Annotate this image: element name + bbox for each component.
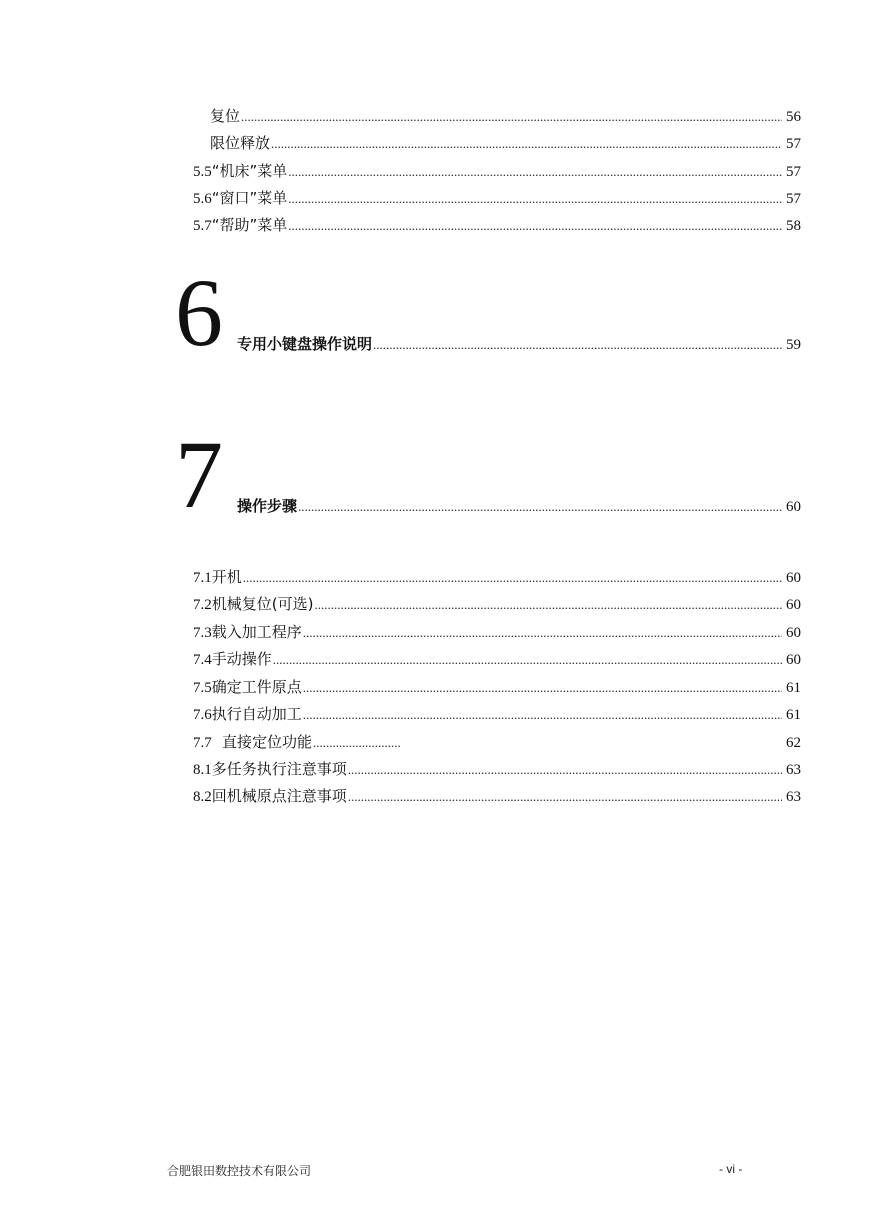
leader-dots <box>298 496 782 518</box>
toc-entry-title: 确定工件原点 <box>211 678 302 696</box>
toc-entry-number: 5.5 <box>193 164 212 180</box>
toc-entry-title: 机械复位(可选) <box>211 595 314 613</box>
toc-entry-number: 7.1 <box>193 570 212 586</box>
leader-dots <box>243 567 782 589</box>
toc-entry-title: 回机械原点注意事项 <box>211 787 347 805</box>
toc-entry-title: 载入加工程序 <box>211 623 302 641</box>
toc-entry[interactable] <box>210 132 801 154</box>
toc-entry-page: 56 <box>786 109 801 125</box>
toc-entry[interactable] <box>193 187 801 209</box>
toc-entry[interactable] <box>193 214 801 236</box>
toc-entry-number: 8.2 <box>193 789 212 805</box>
toc-entry[interactable] <box>193 648 801 670</box>
chapter-heading[interactable] <box>175 421 801 528</box>
toc-entry-title: 多任务执行注意事项 <box>211 760 347 778</box>
toc-entry-page: 60 <box>786 652 801 668</box>
toc-entry[interactable] <box>210 105 801 127</box>
toc-entry[interactable] <box>193 566 801 588</box>
leader-dots <box>313 732 400 754</box>
toc-entry-number: 7.6 <box>193 707 212 723</box>
leader-dots <box>373 334 782 356</box>
leader-dots <box>303 704 782 726</box>
chapter-page: 59 <box>786 337 801 353</box>
leader-dots <box>288 188 782 210</box>
toc-entry-page: 57 <box>786 191 801 207</box>
footer-company: 合肥银田数控技术有限公司 <box>167 1164 312 1178</box>
toc-entry-title: 限位释放 <box>210 134 271 152</box>
toc-entry-title: 直接定位功能 <box>222 733 313 751</box>
leader-dots <box>273 649 782 671</box>
toc-entry-page: 61 <box>786 680 801 696</box>
toc-entry-page: 60 <box>786 597 801 613</box>
toc-entry-number: 8.1 <box>193 762 212 778</box>
toc-entry[interactable] <box>193 703 801 725</box>
leader-dots <box>241 106 782 128</box>
toc-entry-page: 57 <box>786 136 801 152</box>
toc-entry-number: 7.3 <box>193 625 212 641</box>
chapter-row <box>237 333 801 355</box>
toc-entry-title: 复位 <box>210 107 241 125</box>
toc-entry-page: 63 <box>786 762 801 778</box>
toc-entry[interactable] <box>193 785 801 807</box>
toc-entry-page: 58 <box>786 218 801 234</box>
leader-dots <box>303 677 782 699</box>
toc-entry-number: 7.7 <box>193 735 212 751</box>
toc-entry-title: 开机 <box>211 568 242 586</box>
leader-dots <box>348 786 782 808</box>
leader-dots <box>348 759 782 781</box>
chapter-page: 60 <box>786 499 801 515</box>
toc-entry-title: “窗口”菜单 <box>211 189 288 207</box>
toc-entry-title: 执行自动加工 <box>211 705 302 723</box>
chapter-title: 专用小键盘操作说明 <box>237 335 373 353</box>
toc-entry[interactable] <box>193 731 801 753</box>
chapter-number: 6 <box>175 259 223 366</box>
toc-entry-page: 60 <box>786 625 801 641</box>
chapter-heading[interactable] <box>175 259 801 366</box>
leader-dots <box>288 215 782 237</box>
toc-entry[interactable] <box>193 160 801 182</box>
toc-entry-number: 7.4 <box>193 652 212 668</box>
chapter-title: 操作步骤 <box>237 497 298 515</box>
toc-entry-page: 61 <box>786 707 801 723</box>
toc-entry-title: “机床”菜单 <box>211 162 288 180</box>
toc-entry-number: 7.5 <box>193 680 212 696</box>
toc-entry-page: 62 <box>786 735 801 751</box>
toc-entry-number: 5.7 <box>193 218 212 234</box>
toc-entry[interactable] <box>193 593 801 615</box>
chapter-row <box>237 495 801 517</box>
leader-dots <box>314 594 782 616</box>
toc-entry[interactable] <box>193 758 801 780</box>
toc-entry[interactable] <box>193 621 801 643</box>
toc-entry-title: “帮助”菜单 <box>211 216 288 234</box>
footer-page-number: - vi - <box>719 1162 743 1176</box>
chapter-number: 7 <box>175 421 223 528</box>
leader-dots <box>271 133 782 155</box>
toc-entry-title: 手动操作 <box>211 650 272 668</box>
toc-entry-page: 57 <box>786 164 801 180</box>
leader-dots <box>288 161 782 183</box>
toc-entry-number: 7.2 <box>193 597 212 613</box>
toc-entry-page: 60 <box>786 570 801 586</box>
toc-entry-number: 5.6 <box>193 191 212 207</box>
leader-dots <box>303 622 782 644</box>
toc-entry[interactable] <box>193 676 801 698</box>
toc-entry-page: 63 <box>786 789 801 805</box>
